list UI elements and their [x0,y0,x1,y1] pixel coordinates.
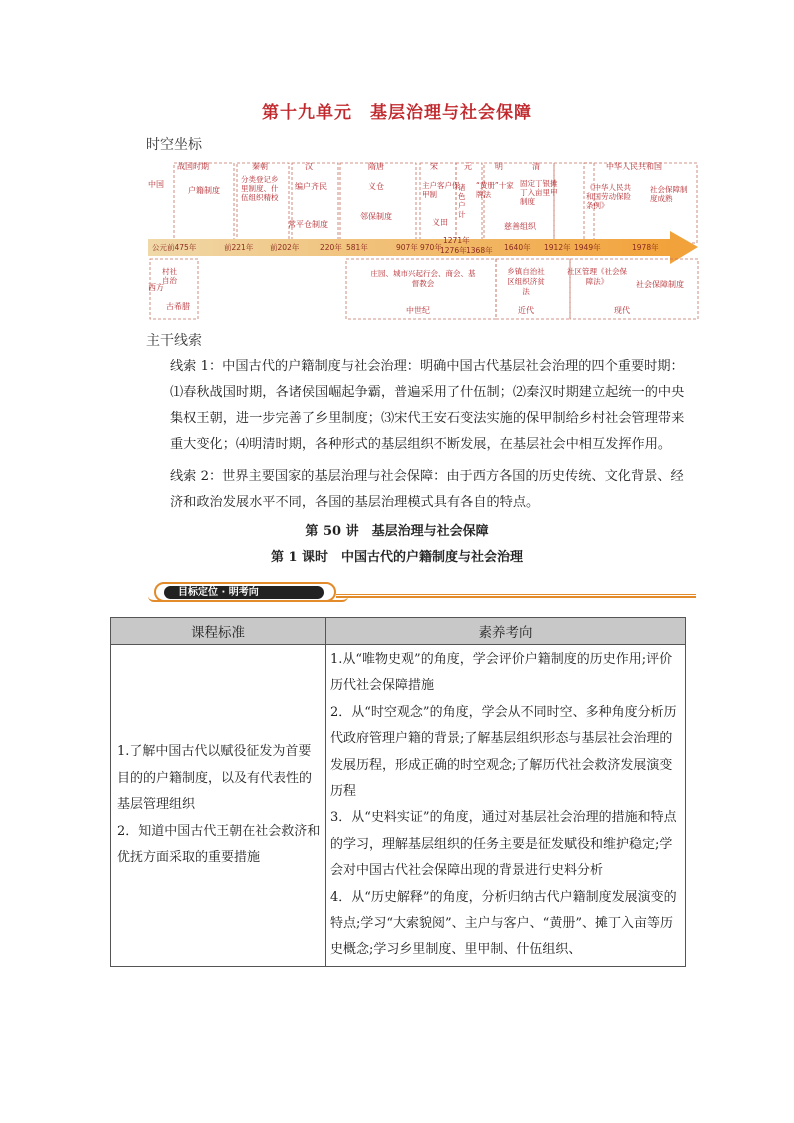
event-tanding: 固定丁银摊丁入亩里甲制度 [520,179,558,206]
event-bianhu: 编户齐民 [295,182,327,191]
date-220: 220年 [320,243,342,252]
period-ming: 明 [495,162,503,171]
lecture-title: 第 50 讲 基层治理与社会保障 [305,524,489,539]
event-yitian: 义田 [432,218,448,227]
section-banner [148,578,696,608]
period-medieval: 中世纪 [406,306,430,315]
timeline-label: 时空坐标 [146,137,202,153]
date-475bc: 公元前475年 [152,243,197,252]
label-china: 中国 [148,180,164,189]
date-1978: 1978年 [632,243,659,252]
unit-title: 第十九单元 基层治理与社会保障 [262,103,532,123]
period-contemporary: 现代 [614,306,630,315]
period-prc: 中华人民共和国 [606,162,662,171]
literacy-item: 2．从“时空观念”的角度，学会从不同时空、多种角度分析历代政府管理户籍的背景;了解基层组织形态与基层社会治理的发展历程，形成正确的时空观念;了解历代社会救济发展演变历程 [330,704,677,800]
main-clue-label: 主干线索 [146,333,202,349]
date-581: 581年 [346,243,368,252]
event-huji: 户籍制度 [188,186,220,195]
lesson-title: 第 1 课时 中国古代的户籍制度与社会治理 [270,550,524,565]
event-huangce: “黄册”十家牌法 [476,181,514,199]
date-970: 970年 [420,243,442,252]
event-zhuse: 诸色户计 [458,183,466,219]
label-west: 西方 [148,283,164,292]
period-han: 汉 [305,162,313,171]
header-standard: 课程标准 [111,618,326,645]
event-laobao: 《中华人民共和国劳动保险条例》 [586,183,631,210]
event-cishan: 慈善组织 [504,222,536,231]
event-shebao-mature: 社会保障制度成熟 [650,185,688,203]
date-1949: 1949年 [574,243,601,252]
period-zhanguo: 战国时期 [177,162,209,171]
date-1271: 1271年 [443,236,470,245]
period-yuan: 元 [464,162,472,171]
event-township: 乡镇自治社区组织济贫法 [507,267,545,296]
date-1368: 1368年 [466,246,493,255]
event-greece: 古希腊 [166,302,190,311]
standard-item: 2．知道中国古代王朝在社会救济和优抚方面采取的重要措施 [117,823,321,866]
standards-table [110,617,686,967]
event-baojia: 主户客户保甲制 [422,181,460,199]
literacy-item: 4．从“历史解释”的角度，分析归纳古代户籍制度发展演变的特点;学习“大索貌阅”、主户与客户、“黄册”、摊丁入亩等历史概念;学习乡里制度、里甲制、什伍组织、 [330,889,677,958]
date-1640: 1640年 [504,243,531,252]
literacy-item: 3．从“史料实证”的角度，通过对基层社会治理的措施和特点的学习，理解基层组织的任务主要是征发赋役和维护稳定;学会对中国古代社会保障出现的背景进行史料分析 [330,810,677,879]
event-linbao: 邻保制度 [360,212,392,221]
event-changping: 常平仓制度 [288,220,328,229]
date-1912: 1912年 [544,243,571,252]
header-literacy: 素养考向 [326,618,686,645]
clue-1-text: 线索 1：中国古代的户籍制度与社会治理：明确中国古代基层社会治理的四个重要时期：⑴春秋战国时期，各诸侯国崛起争霸，普遍采用了什伍制；⑵秦汉时期建立起统一的中央集权王朝，进一步完善了乡里制度；⑶宋代王安石变法实施的保甲制给乡村社会管理带来重大变化；⑷明清时期，各种形式的基层组织不断发展，在基层社会中相互发挥作用。 [170,359,685,452]
event-yicang: 义仓 [368,182,384,191]
period-qin: 秦朝 [252,162,268,171]
standard-item: 1.了解中国古代以赋役征发为首要目的的户籍制度，以及有代表性的基层管理组织 [117,744,313,813]
clue-1 [146,354,686,458]
date-907: 907年 [396,243,418,252]
period-suitang: 隋唐 [368,162,384,171]
clue-2-text: 线索 2：世界主要国家的基层治理与社会保障：由于西方各国的历史传统、文化背景、经济和政治发展水平不同，各国的基层治理模式具有各自的特点。 [170,469,684,510]
standards-cell [111,645,326,967]
event-cunshe: 村社自治 [162,267,177,285]
event-shebao: 社会保障制度 [636,280,684,289]
event-qin-measures: 分类登记乡里制度、什伍组织精校 [241,175,279,202]
banner-label: 目标定位 · 明考向 [164,586,324,599]
timeline-diagram [140,155,705,325]
event-community: 社区管理《社会保障法》 [567,267,627,286]
date-221bc: 前221年 [224,243,254,252]
period-song: 宋 [430,162,438,171]
date-202bc: 前202年 [270,243,300,252]
table-row [111,645,686,967]
date-1276: 1276年 [440,246,467,255]
literacy-item: 1.从“唯物史观”的角度，学会评价户籍制度的历史作用;评价历代社会保障措施 [330,652,673,694]
period-qing: 清 [532,162,540,171]
literacy-cell [326,645,686,967]
period-modern: 近代 [518,306,534,315]
event-manor: 庄园、城市兴起行会、商会、基督教会 [370,269,476,288]
table-header-row [111,618,686,645]
clue-2 [146,464,686,516]
